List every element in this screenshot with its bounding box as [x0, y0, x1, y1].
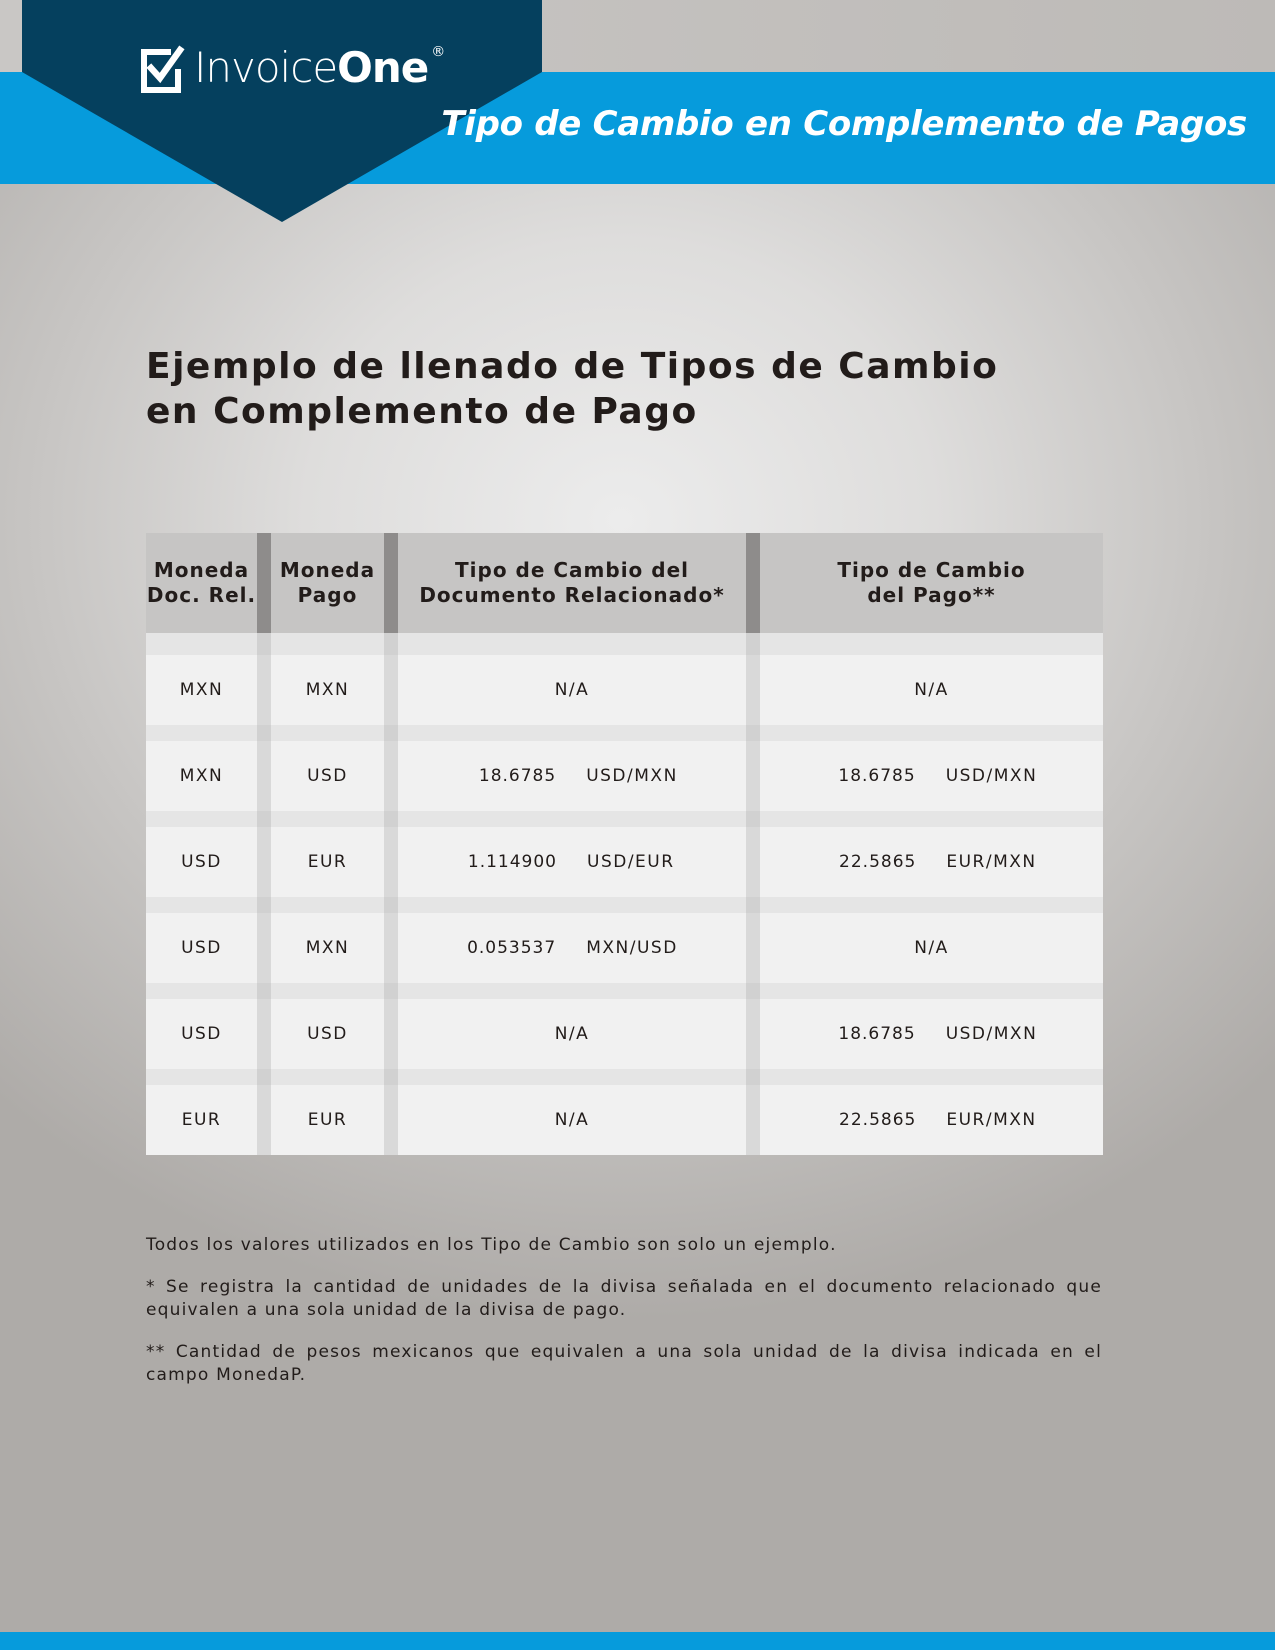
table-row: [146, 827, 1103, 897]
page-title-line-1: Ejemplo de llenado de Tipos de Cambio: [146, 346, 999, 387]
cell-tc-pago: [760, 741, 1103, 811]
footnotes: [146, 1234, 1102, 1406]
column-divider: [384, 533, 398, 633]
note-tc-documento: * Se registra la cantidad de unidades de la divisa señalada en el documento relacionado que equivalen a una sola unidad de la divisa de pago.: [146, 1277, 1102, 1320]
cell-moneda-pago: MXN: [271, 913, 384, 983]
header-tipo-cambio-pago: [760, 533, 1103, 633]
header-line: del Pago**: [867, 583, 996, 607]
rate-value: 22.5865: [839, 852, 917, 872]
cell-moneda-doc: MXN: [146, 655, 257, 725]
page-title: [146, 344, 998, 434]
rate-value: 18.6785: [478, 766, 557, 786]
cell-tc-documento: [398, 913, 746, 983]
table-row: [146, 741, 1103, 811]
cell-moneda-pago: USD: [271, 999, 384, 1069]
rate-value: 22.5865: [839, 1110, 917, 1130]
row-spacer: [146, 897, 1103, 913]
row-spacer: [146, 633, 1103, 655]
cell-tc-documento: [398, 999, 746, 1069]
cell-moneda-pago: EUR: [271, 827, 384, 897]
cell-moneda-doc: USD: [146, 913, 257, 983]
logo-wordmark: [194, 43, 445, 92]
rate-value: 18.6785: [838, 1024, 916, 1044]
cell-tc-pago: [760, 913, 1103, 983]
cell-moneda-doc: USD: [146, 827, 257, 897]
rate-unit: EUR/MXN: [946, 1110, 1037, 1130]
cell-tc-pago: [760, 1085, 1103, 1155]
rate-unit: USD/MXN: [945, 766, 1038, 786]
header-moneda-doc-rel: [146, 533, 257, 633]
row-spacer: [146, 1069, 1103, 1085]
cell-moneda-pago: MXN: [271, 655, 384, 725]
header-line: Pago: [297, 583, 358, 607]
cell-moneda-doc: USD: [146, 999, 257, 1069]
rate-unit: USD/EUR: [587, 852, 675, 872]
rate-unit: EUR/MXN: [946, 852, 1037, 872]
header-line: Documento Relacionado*: [419, 583, 725, 607]
row-spacer: [146, 811, 1103, 827]
banner-title: Tipo de Cambio en Complemento de Pagos: [441, 104, 1247, 144]
cell-tc-pago: [760, 655, 1103, 725]
logo-word-invoice: Invoice: [194, 43, 338, 92]
row-spacer: [146, 725, 1103, 741]
cell-tc-documento: [398, 827, 746, 897]
cell-tc-documento: [398, 655, 746, 725]
logo-word-one: One: [337, 43, 429, 92]
footer-band: [0, 1632, 1275, 1650]
invoiceone-logo[interactable]: [140, 40, 445, 96]
table-row: [146, 999, 1103, 1069]
checkbox-check-icon: [140, 42, 186, 94]
cell-moneda-doc: MXN: [146, 741, 257, 811]
header-moneda-pago: [271, 533, 384, 633]
cell-moneda-pago: EUR: [271, 1085, 384, 1155]
header-line: Doc. Rel.: [146, 583, 257, 607]
header-line: Tipo de Cambio del: [455, 558, 689, 582]
cell-tc-documento: [398, 1085, 746, 1155]
rate-text: N/A: [914, 680, 949, 700]
rate-unit: USD/MXN: [586, 766, 678, 786]
cell-moneda-doc: EUR: [146, 1085, 257, 1155]
cell-tc-documento: [398, 741, 746, 811]
rate-value: 1.114900: [467, 852, 557, 872]
column-divider: [746, 533, 760, 633]
header-tipo-cambio-documento: [398, 533, 746, 633]
rate-text: N/A: [914, 938, 949, 958]
header-line: Moneda: [279, 558, 376, 582]
rate-value: 18.6785: [838, 766, 916, 786]
note-tc-pago: ** Cantidad de pesos mexicanos que equivalen a una sola unidad de la divisa indicada en el campo MonedaP.: [146, 1342, 1102, 1385]
note-disclaimer: Todos los valores utilizados en los Tipo de Cambio son solo un ejemplo.: [146, 1235, 837, 1255]
header-line: Tipo de Cambio: [837, 558, 1026, 582]
table-row: [146, 1085, 1103, 1155]
cell-tc-pago: [760, 999, 1103, 1069]
cell-moneda-pago: USD: [271, 741, 384, 811]
table-row: [146, 913, 1103, 983]
rate-unit: MXN/USD: [586, 938, 678, 958]
column-divider: [257, 533, 271, 633]
header-line: Moneda: [153, 558, 250, 582]
rate-text: N/A: [554, 1024, 590, 1044]
page-title-line-2: en Complemento de Pago: [146, 391, 698, 432]
rate-unit: USD/MXN: [945, 1024, 1038, 1044]
registered-mark: ®: [431, 44, 445, 60]
table-row: [146, 655, 1103, 725]
exchange-rate-table: [146, 533, 1103, 1155]
table-header-row: [146, 533, 1103, 633]
rate-text: N/A: [554, 680, 590, 700]
rate-text: N/A: [554, 1110, 590, 1130]
rate-value: 0.053537: [467, 938, 557, 958]
row-spacer: [146, 983, 1103, 999]
cell-tc-pago: [760, 827, 1103, 897]
